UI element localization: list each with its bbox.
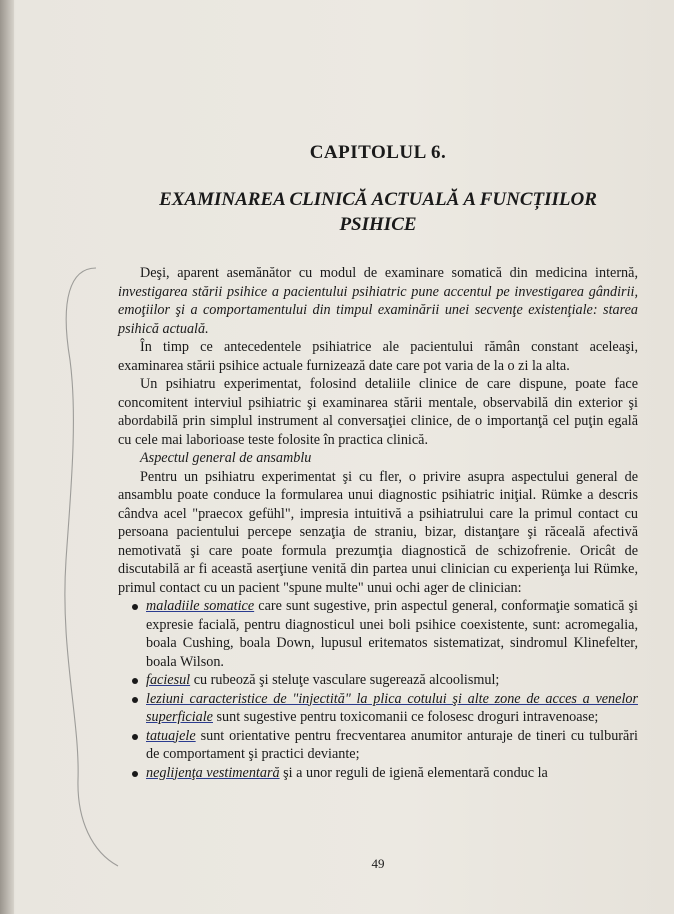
chapter-heading: CAPITOLUL 6.	[309, 142, 447, 163]
bullet-icon	[132, 771, 138, 777]
paragraph-general-aspect: Pentru un psihiatru experimentat şi cu fler, o privire asupra aspectului general de ansamblu poate conduce la formularea unui diagnostic psihiatric iniţial. Rümke a descris cândva acel "praecox gefühl", impresia intuitivă a psihiatrului care la primul contact cu persoana pacientului percepe senzaţia de straniu, bizar, distanţare şi răceală afectivă nemotivată şi care poate formula prezumţia diagnostică de schizofrenie. Oricât de discutabilă ar fi această aserţiune venită din partea unui clinician cu experienţa lui Rümke, primul contact cu un pacient "spune multe" unui ochi ager de clinician:	[118, 468, 638, 596]
section-subheading: Aspectul general de ansamblu	[140, 450, 312, 466]
list-item-term: faciesul	[146, 672, 191, 688]
list-item-term: neglijenţa vestimentară	[146, 764, 280, 781]
paragraph-intro	[118, 264, 638, 338]
list-item-term: tatuajele	[146, 727, 196, 744]
list-item-text: sunt orientative pentru frecventarea anumitor anturaje de tineri cu tulburări de comportament şi practici deviante;	[146, 727, 638, 762]
list-item-text: şi a unor reguli de igienă elementară conduc la	[279, 764, 548, 781]
list-item-term: maladiile somatice	[146, 598, 255, 614]
body-text	[118, 264, 638, 782]
bullet-icon	[132, 734, 138, 740]
chapter-title-line-1: EXAMINAREA CLINICĂ ACTUALĂ A FUNCȚIILOR	[159, 189, 597, 210]
list-item-text: cu rubeoză şi steluţe vasculare sugerează alcoolismul;	[190, 672, 500, 688]
list-item	[118, 690, 638, 727]
page-number: 49	[371, 856, 385, 871]
list-item	[118, 727, 638, 764]
book-binding-edge	[0, 0, 14, 914]
list-item	[118, 671, 638, 690]
paragraph-intro-emphasis: investigarea stării psihice a pacientului psihiatric pune accentul pe investigarea gândirii, emoţiilor şi a comportamentului din timpul examinării unei secvenţe existenţiale: starea psihică actuală.	[118, 283, 638, 337]
bullet-icon	[132, 678, 138, 684]
list-item-text: sunt sugestive pentru toxicomanii ce folosesc droguri intravenoase;	[212, 709, 599, 725]
chapter-title-line-2: PSIHICE	[339, 214, 417, 235]
list-item-term: leziuni caracteristice de "injectită" la plica cotului şi alte zone de acces a venelor superficiale	[146, 690, 638, 725]
list-item	[118, 764, 638, 783]
paragraph-intro-lead: Deşi, aparent asemănător cu modul de examinare somatică din medicina internă,	[140, 265, 638, 281]
paragraph-experienced-psychiatrist: Un psihiatru experimentat, folosind detaliile clinice de care dispune, poate face concomitent interviul psihiatric şi examinarea stării mentale, observabilă din exterior şi abordabilă prin simplul instrument al conversaţiei clinice, de o importanţă cel puţin egală cu cele mai laborioase teste folosite în practica clinică.	[118, 376, 638, 448]
list-item	[118, 597, 638, 671]
paragraph-antecedents: În timp ce antecedentele psihiatrice ale pacientului rămân constant aceleaşi, examinarea stării psihice actuale furnizează date care pot varia de la o zi la alta.	[118, 339, 638, 374]
bullet-icon	[132, 604, 138, 610]
bullet-icon	[132, 697, 138, 703]
bullet-list	[118, 597, 638, 782]
chapter-title	[118, 187, 638, 237]
list-item-text: care sunt sugestive, prin aspectul general, conformaţie somatică şi expresie facială, pentru diagnosticul unei boli psihice coexistente, sunt: acromegalia, boala Cushing, boala Down, lupusul eritematos sistematizat, sindromul Klinefelter, boala Wilson.	[146, 598, 638, 670]
